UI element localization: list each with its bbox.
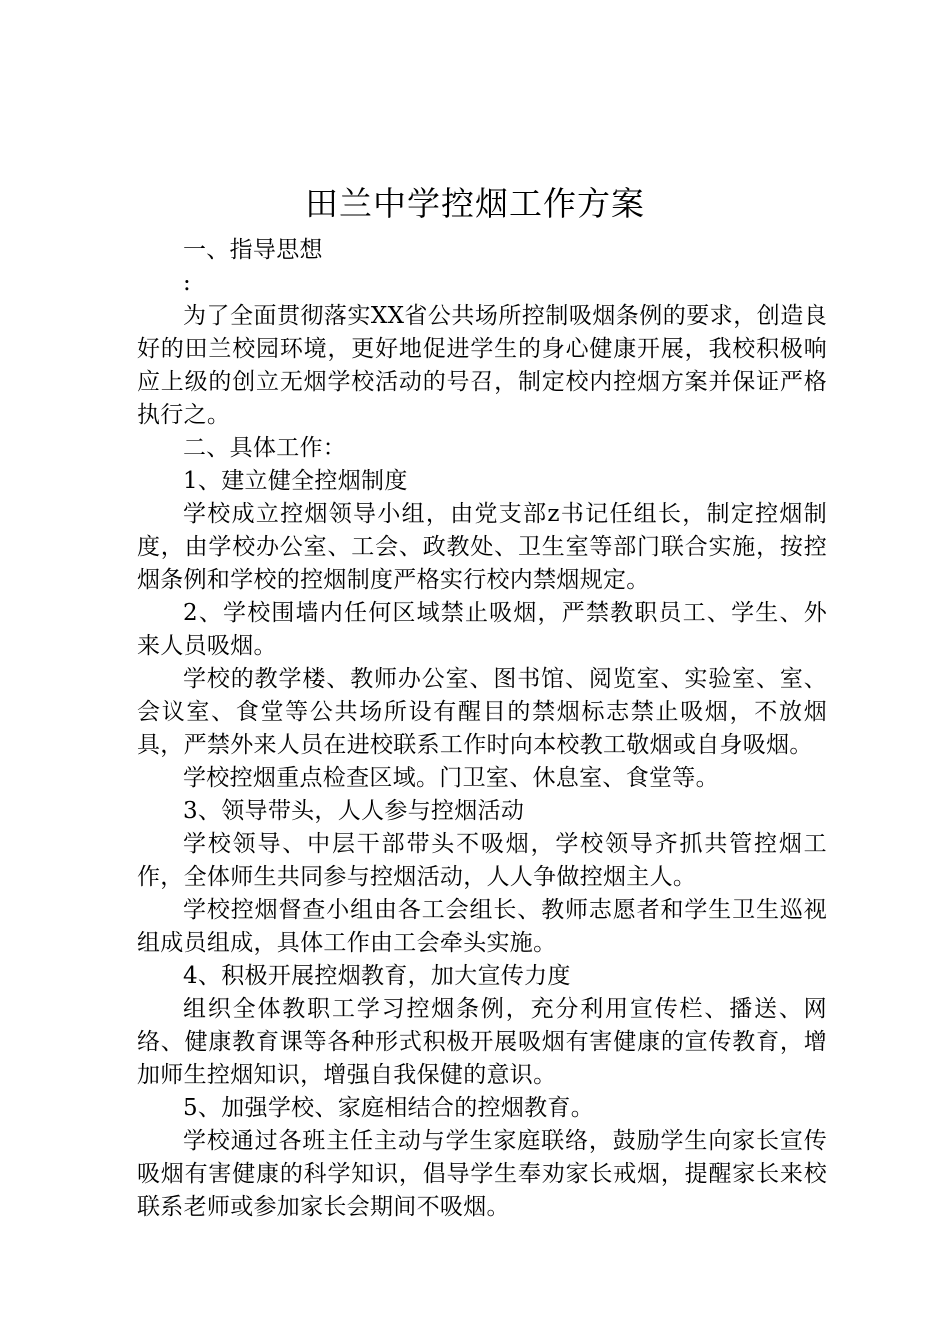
paragraph-leadership-group: 学校成立控烟领导小组，由党支部z书记任组长，制定控烟制度，由学校办公室、工会、政教处、卫生室等部门联合实施，按控烟条例和学校的控烟制度严格实行校内禁烟规定。 [137, 501, 827, 593]
section-heading-guiding-ideology: 一、指导思想 [183, 237, 323, 263]
paragraph-supervision-team: 学校控烟督查小组由各工会组长、教师志愿者和学生卫生巡视组成员组成，具体工作由工会牵头实施。 [137, 897, 827, 956]
paragraph-education-publicity: 组织全体教职工学习控烟条例，充分利用宣传栏、播送、网络、健康教育课等各种形式积极开展吸烟有害健康的宣传教育，增加师生控烟知识，增强自我保健的意识。 [137, 996, 827, 1088]
paragraph-leaders-set-example: 学校领导、中层干部带头不吸烟，学校领导齐抓共管控烟工作，全体师生共同参与控烟活动，人人争做控烟主人。 [137, 831, 827, 890]
item-heading-1: 1、建立健全控烟制度 [183, 468, 408, 494]
paragraph-key-inspection-areas: 学校控烟重点检查区域。门卫室、休息室、食堂等。 [183, 765, 719, 791]
item-heading-3: 3、领导带头，人人参与控烟活动 [183, 798, 525, 824]
paragraph-home-school: 学校通过各班主任主动与学生家庭联络，鼓励学生向家长宣传吸烟有害健康的科学知识，倡导学生奉劝家长戒烟，提醒家长来校联系老师或参加家长会期间不吸烟。 [137, 1128, 827, 1220]
paragraph-purpose: 为了全面贯彻落实XX省公共场所控制吸烟条例的要求，创造良好的田兰校园环境，更好地促进学生的身心健康开展，我校积极响应上级的创立无烟学校活动的号召，制定校内控烟方案并保证严格执行之。 [137, 303, 827, 428]
item-heading-2: 2、学校围墙内任何区域禁止吸烟，严禁教职员工、学生、外来人员吸烟。 [137, 600, 827, 659]
paragraph-no-smoking-areas: 学校的教学楼、教师办公室、图书馆、阅览室、实验室、室、会议室、食堂等公共场所设有醒目的禁烟标志禁止吸烟，不放烟具，严禁外来人员在进校联系工作时向本校教工敬烟或自身吸烟。 [137, 666, 827, 758]
section-heading-specific-work: 二、具体工作： [183, 435, 347, 461]
item-heading-5: 5、加强学校、家庭相结合的控烟教育。 [183, 1095, 595, 1121]
stray-colon-line: : [183, 270, 192, 296]
document-title: 田兰中学控烟工作方案 [305, 184, 645, 223]
document-body [137, 234, 827, 1224]
item-heading-4: 4、积极开展控烟教育，加大宣传力度 [183, 963, 571, 989]
